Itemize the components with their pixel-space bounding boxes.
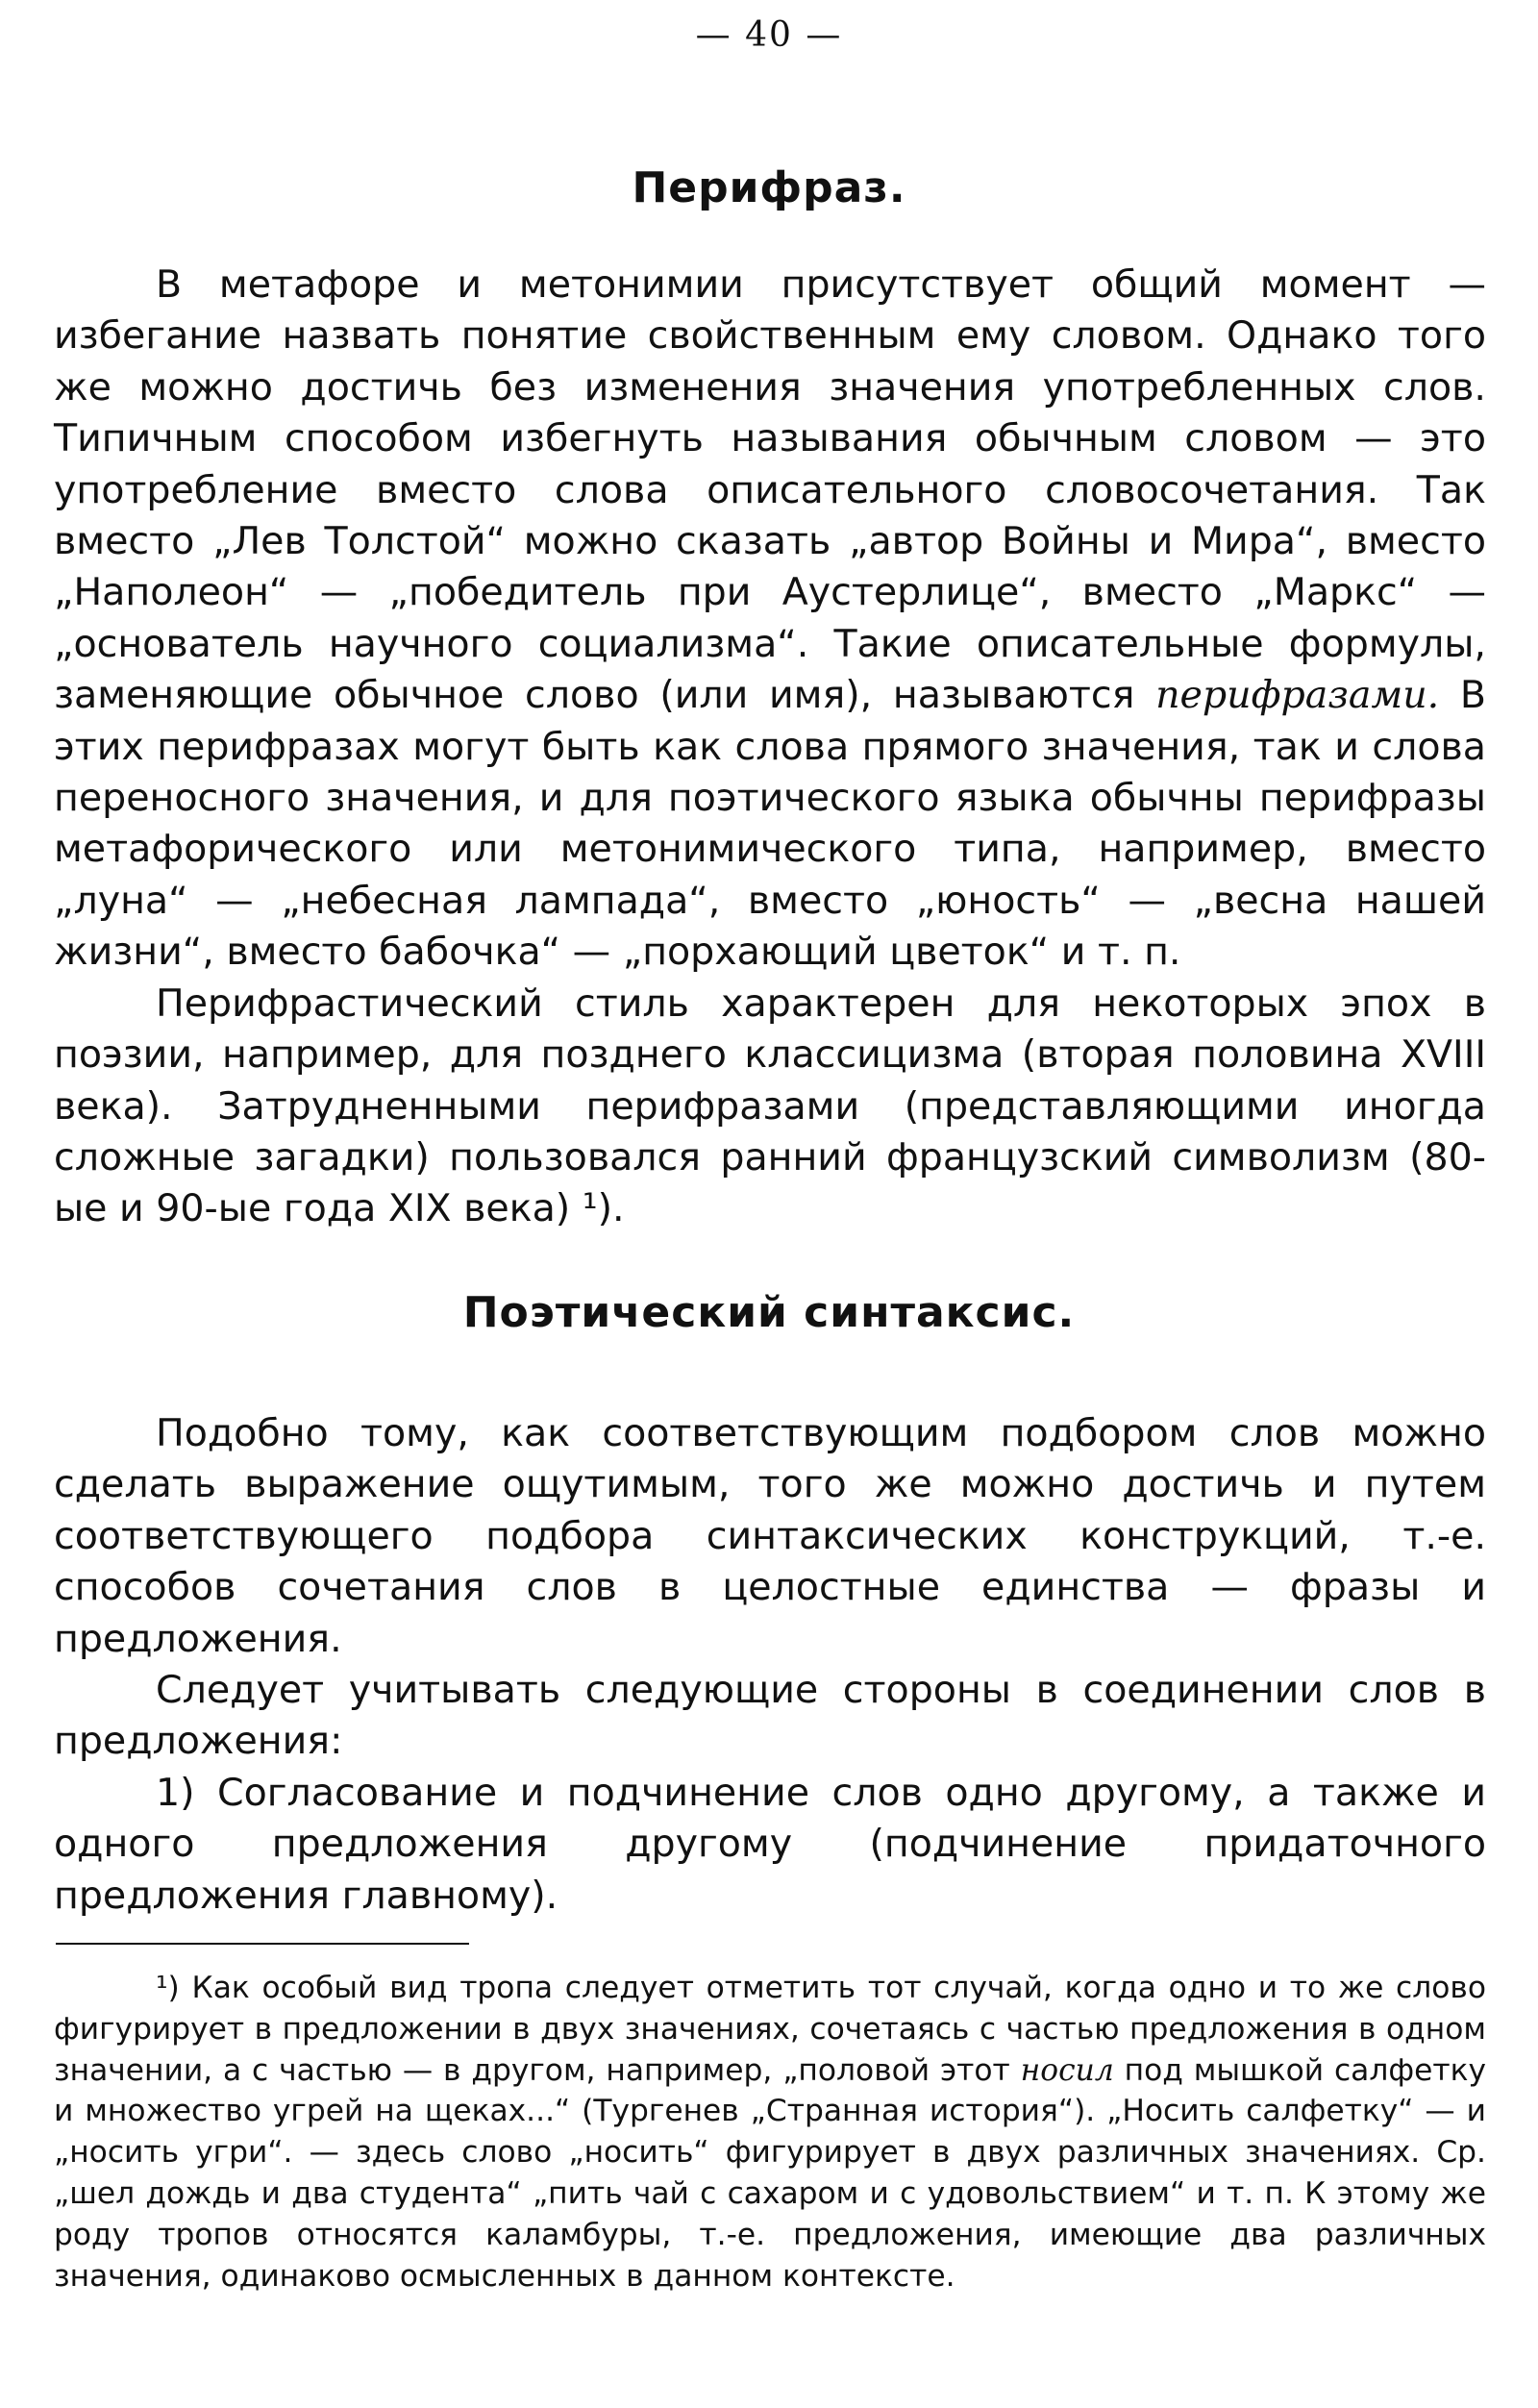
periphrasis-body	[54, 260, 1486, 1235]
paragraph	[54, 979, 1486, 1235]
paragraph: Следует учитывать следующие стороны в соединении слов в предложения:	[54, 1668, 1486, 1764]
footnote-text: ¹) Как особый вид тропа следует отметить тот случай, когда одно и то же слово фигурирует в предложении в двух значениях, сочетаясь с частью предложения в одном значении, а с частью — в другом, например, „половой этот	[54, 1971, 1486, 2088]
paragraph-text: В метафоре и метонимии присутствует общий момент — избегание назвать понятие свойственным ему словом. Однако того же можно достичь без изменения значения употребленных слов. Типичным способом избегнуть называния обычным словом — это употребление вместо слова описательного словосочетания. Так вместо „Лев Толстой“ можно сказать „автор Войны и Мира“, вместо „Наполеон“ — „победитель при Аустерлице“, вместо „Маркс“ — „основатель научного социализма“. Такие описательные формулы, заменяющие обычное слово (или имя), называются	[54, 262, 1486, 718]
paragraph	[54, 260, 1486, 979]
section-title-poetic-syntax: Поэтический синтаксис.	[462, 1288, 1076, 1337]
footnote-text: под мышкой салфетку и множество угрей на щеках...“ (Тургенев „Странная история“). „Носить салфетку“ — и „носить угри“. — здесь слово „носить“ фигурирует в двух различных значениях. Ср. „шел дождь и два студента“ „пить чай с сахаром и с удовольствием“ и т. п. К этому же роду тропов относятся каламбуры, т.-е. предложения, имеющие два различных значения, одинаково осмысленных в данном контексте.	[54, 2052, 1487, 2294]
paragraph-text: В этих перифразах могут быть как слова прямого значения, так и слова переносного значения, и для поэтического языка обычны перифразы метафорического или метонимического типа, например, вместо „луна“ — „небесная лампада“, вместо „юность“ — „весна нашей жизни“, вместо бабочка“ — „порхающий цветок“ и т. п.	[54, 673, 1487, 975]
footnote	[54, 1968, 1486, 2296]
paragraph-text: Перифрастический стиль характерен для некоторых эпох в поэзии, например, для позднего классицизма (вторая половина XVIII века). Затрудненными перифразами (представляющими иногда сложные загадки) пользовался ранний французский символизм (80-ые и 90-ые года XIX века) ¹).	[54, 981, 1486, 1231]
paragraph: Подобно тому, как соответствующим подбором слов можно сделать выражение ощутимым, того же можно достичь и путем соответствующего подбора синтаксических конструкций, т.-е. способов сочетания слов в целостные единства — фразы и предложения.	[54, 1411, 1486, 1661]
footnote-paragraph	[54, 1968, 1486, 2296]
page-number: — 40 —	[695, 15, 843, 55]
italic-word: носил	[1020, 2052, 1114, 2088]
section-title-periphrasis: Перифраз.	[632, 163, 906, 212]
italic-term: перифразами.	[1155, 673, 1440, 718]
paragraph: 1) Согласование и подчинение слов одно другому, а также и одного предложения другому (подчинение придаточного предложения главному).	[54, 1770, 1486, 1918]
poetic-syntax-body	[54, 1408, 1486, 1922]
footnote-divider	[56, 1943, 469, 1945]
